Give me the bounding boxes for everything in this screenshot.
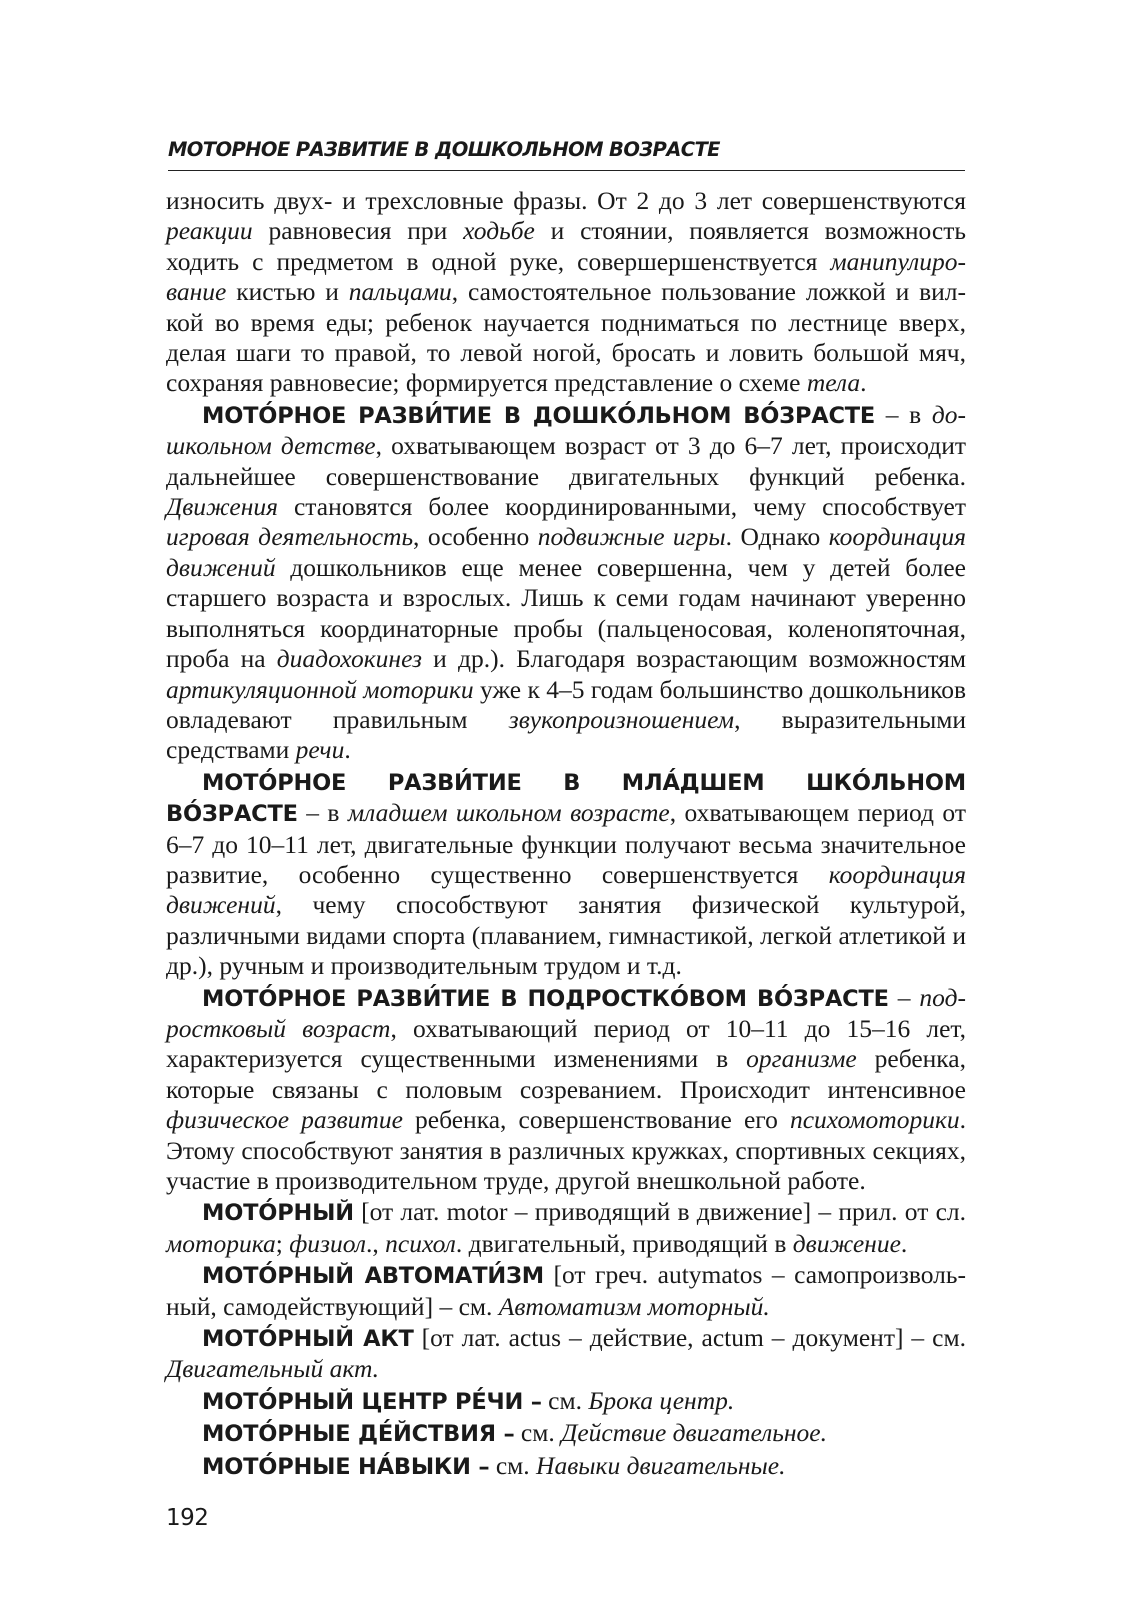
- running-head: МОТОРНОЕ РАЗВИТИЕ В ДОШКОЛЬНОМ ВОЗРАСТЕ: [168, 138, 720, 161]
- header-rule: [168, 170, 965, 171]
- page-number: 192: [166, 1505, 209, 1531]
- entry-term: МОТО́РНЫЙ: [202, 1200, 354, 1227]
- entry-preschool-motor-development: МОТО́РНОЕ РАЗВИ́ТИЕ В ДОШКО́ЛЬНОМ ВО́ЗРАСТЕ – в дошкольном детстве, охватывающем возраст от 3 до 6–7 лет, происходит дальнейшее совершенствование двигательных функций ребенка. Движения становятся более координированными, чему способствует игровая деятельность, особенно подвижные игры. Однако координация движений дошкольников еще менее совершенна, чем у детей более старшего возраста и взрослых. Лишь к семи годам начинают уверенно выполняться координаторные пробы (пальценосовая, коленопяточная, проба на диадохокинез и др.). Благодаря возрастающим возможностям артикуляционной моторики уже к 4–5 годам большинство дошкольников овладевают правильным звукопроизношением, выразительными средствами речи.: [166, 399, 967, 765]
- entry-term: МОТО́РНЫЙ АВТОМАТИ́ЗМ: [202, 1263, 545, 1290]
- entry-motor-act: МОТО́РНЫЙ АКТ [от лат. actus – действие, actum – документ] – см. Двигательный акт.: [166, 1323, 966, 1384]
- entry-motor: МОТО́РНЫЙ [от лат. motor – приводящий в движение] – прил. от сл. моторика; физиол., психол. двигательный, приводящий в движение.: [166, 1197, 966, 1258]
- entry-motor-automatism: МОТО́РНЫЙ АВТОМАТИ́ЗМ [от греч. autymatos – самопроизвольный, самодействующий] – см. Автоматизм моторный.: [166, 1260, 967, 1321]
- entry-motor-speech-center: МОТО́РНЫЙ ЦЕНТР РЕ́ЧИ – см. Брока центр.: [202, 1385, 735, 1415]
- entry-term: МОТО́РНЫЙ АКТ: [202, 1326, 414, 1353]
- entry-motor-actions: МОТО́РНЫЕ ДЕ́ЙСТВИЯ – см. Действие двигательное.: [202, 1418, 827, 1448]
- entry-term: МОТО́РНЫЕ НА́ВЫКИ –: [202, 1453, 490, 1480]
- entry-primary-school-motor-development: МОТО́РНОЕ РАЗВИ́ТИЕ В МЛА́ДШЕМ ШКО́ЛЬНОМ ВО́ЗРАСТЕ – в младшем школьном возрасте, охватывающем период от 6–7 до 10–11 лет, двигательные функции получают весьма значительное развитие, особенно существенно совершенствуется координация движений, чему способствуют занятия физической культурой, различными видами спорта (плаванием, гимнастикой, легкой атлетикой и др.), ручным и производительным трудом и т.д.: [166, 769, 966, 981]
- entry-motor-skills: МОТО́РНЫЕ НА́ВЫКИ – см. Навыки двигательные.: [202, 1450, 786, 1480]
- entry-term: МОТО́РНОЕ РАЗВИ́ТИЕ В ДОШКО́ЛЬНОМ ВО́ЗРАСТЕ: [202, 402, 876, 429]
- entry-term: МОТО́РНЫЙ ЦЕНТР РЕ́ЧИ –: [202, 1388, 542, 1415]
- entry-adolescent-motor-development: МОТО́РНОЕ РАЗВИ́ТИЕ В ПОДРОСТКО́ВОМ ВО́ЗРАСТЕ – подростковый возраст, охватывающий период от 10–11 до 15–16 лет, характеризуется существенными изменениями в организме ребенка, которые связаны с половым созреванием. Происходит интенсивное физическое развитие ребенка, совершенствование его психомоторики. Этому способствуют занятия в различных кружках, спортивных секциях, участие в производительном труде, другой внешкольной работе.: [166, 982, 967, 1195]
- continuation-paragraph: износить двух- и трехсловные фразы. От 2 до 3 лет совершенствуются реакции равновесия при ходьбе и стоянии, появляется возможность ходить с предметом в одной руке, совершершенствуется манипулирование кистью и пальцами, самостоятельное пользование ложкой и вилкой во время еды; ребенок научается подниматься по лестнице вверх, делая шаги то правой, то левой ногой, бросать и ловить большой мяч, сохраняя равновесие; формируется представление о схеме тела.: [166, 186, 966, 398]
- entry-term: МОТО́РНЫЕ ДЕ́ЙСТВИЯ –: [202, 1421, 515, 1448]
- page-body: [166, 186, 966, 1482]
- entry-term: МОТО́РНОЕ РАЗВИ́ТИЕ В ПОДРОСТКО́ВОМ ВО́ЗРАСТЕ: [202, 985, 889, 1012]
- entry-term: МОТО́РНОЕ РАЗВИ́ТИЕ В МЛА́ДШЕМ ШКО́ЛЬНОМ ВО́ЗРАСТЕ: [166, 769, 966, 828]
